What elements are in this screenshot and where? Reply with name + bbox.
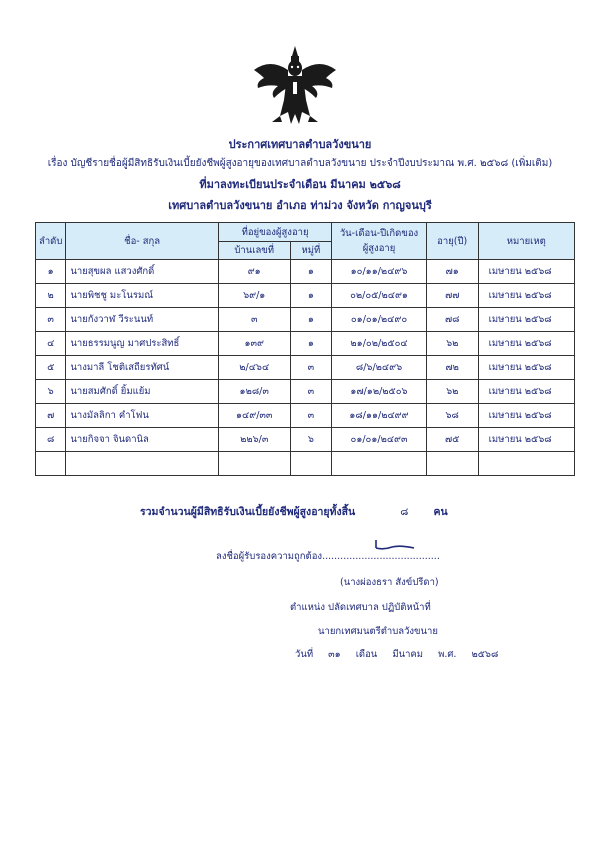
cell-remark: เมษายน ๒๕๖๘ — [478, 284, 574, 308]
beneficiary-table — [35, 222, 575, 476]
cell-moo: ๑ — [290, 308, 332, 332]
cell-remark: เมษายน ๒๕๖๘ — [478, 404, 574, 428]
cell-house-no — [218, 452, 290, 476]
date-day-label: วันที่ — [295, 649, 314, 660]
table-row — [36, 428, 575, 452]
cell-age — [426, 452, 478, 476]
cell-dob: ๑๗/๑๒/๒๕๐๖ — [332, 380, 427, 404]
cell-seq — [36, 452, 66, 476]
date-month-label: เดือน — [355, 649, 378, 660]
total-label: รวมจำนวนผู้มีสิทธิรับเงินเบี้ยยังชีพผู้สูงอายุทั้งสิ้น — [140, 506, 356, 518]
table-row — [36, 260, 575, 284]
date-year: ๒๕๖๘ — [471, 649, 499, 660]
cell-moo — [290, 452, 332, 476]
announcement-title: ประกาศเทศบาลตำบลวังขนาย — [228, 138, 372, 151]
cell-age: ๗๑ — [426, 260, 478, 284]
cell-dob: ๐๑/๐๑/๒๔๙๐ — [332, 308, 427, 332]
total-unit: คน — [433, 506, 448, 518]
table-row — [36, 404, 575, 428]
cell-name: นายสุขผล แสวงศักดิ์ — [66, 260, 219, 284]
header-dob-line2: ผู้สูงอายุ — [362, 243, 396, 254]
signer-position: ตำแหน่ง ปลัดเทศบาล ปฏิบัติหน้าที่ — [290, 602, 431, 613]
header-dob-line1: วัน-เดือน-ปีเกิดของ — [339, 228, 419, 239]
cell-dob: ๑๐/๑๑/๒๔๙๖ — [332, 260, 427, 284]
cell-age: ๖๒ — [426, 332, 478, 356]
cell-seq: ๗ — [36, 404, 66, 428]
cell-age: ๗๒ — [426, 356, 478, 380]
date-month: มีนาคม — [392, 649, 424, 660]
cell-name: นางมาลี โชติเสถียรทัศน์ — [66, 356, 219, 380]
table-row — [36, 356, 575, 380]
header-remark: หมายเหตุ — [478, 223, 574, 260]
header-age: อายุ(ปี) — [426, 223, 478, 260]
cell-age: ๖๘ — [426, 404, 478, 428]
cell-remark: เมษายน ๒๕๖๘ — [478, 380, 574, 404]
cell-moo: ๑ — [290, 284, 332, 308]
cell-dob — [332, 452, 427, 476]
cell-house-no: ๑๒๘/๓ — [218, 380, 290, 404]
cell-seq: ๒ — [36, 284, 66, 308]
cell-dob: ๑๘/๑๑/๒๔๙๙ — [332, 404, 427, 428]
certify-line: ลงชื่อผู้รับรองความถูกต้อง....................................... — [216, 551, 440, 562]
cell-house-no: ๖๙/๑ — [218, 284, 290, 308]
cell-seq: ๑ — [36, 260, 66, 284]
cell-seq: ๔ — [36, 332, 66, 356]
total-summary — [140, 503, 448, 520]
cell-house-no: ๒๒๖/๓ — [218, 428, 290, 452]
cell-remark: เมษายน ๒๕๖๘ — [478, 308, 574, 332]
header-seq: ลำดับ — [36, 223, 66, 260]
cell-house-no: ๙๑ — [218, 260, 290, 284]
header-house-no: บ้านเลขที่ — [218, 242, 290, 260]
cell-age: ๗๕ — [426, 428, 478, 452]
cell-seq: ๕ — [36, 356, 66, 380]
cell-moo: ๓ — [290, 404, 332, 428]
cell-dob: ๘/๖/๒๔๙๖ — [332, 356, 427, 380]
cell-remark: เมษายน ๒๕๖๘ — [478, 260, 574, 284]
table-row — [36, 452, 575, 476]
signer-name: (นางผ่องธรา สังข์ปรีดา) — [340, 577, 439, 588]
cell-remark — [478, 452, 574, 476]
cell-house-no: ๒/๔๖๔ — [218, 356, 290, 380]
cell-age: ๗๘ — [426, 308, 478, 332]
header-address: ที่อยู่ของผู้สูงอายุ — [218, 223, 331, 242]
cell-name: นายสมศักดิ์ ยิ้มแย้ม — [66, 380, 219, 404]
cell-moo: ๑ — [290, 260, 332, 284]
handwritten-signature — [370, 538, 420, 560]
signature-date — [295, 647, 510, 662]
cell-moo: ๓ — [290, 356, 332, 380]
cell-age: ๖๒ — [426, 380, 478, 404]
cell-house-no: ๑๓๙ — [218, 332, 290, 356]
total-count: ๘ — [400, 506, 409, 518]
cell-age: ๗๗ — [426, 284, 478, 308]
cell-name: นายธรรมนูญ มาศประสิทธิ์ — [66, 332, 219, 356]
municipality-location: เทศบาลตำบลวังขนาย อำเภอ ท่าม่วง จังหวัด กาญจนบุรี — [168, 199, 432, 212]
cell-dob: ๐๑/๐๑/๒๔๙๓ — [332, 428, 427, 452]
signer-position-2: นายกเทศมนตรีตำบลวังขนาย — [318, 626, 438, 637]
cell-moo: ๓ — [290, 380, 332, 404]
table-row — [36, 380, 575, 404]
cell-name: นายพิชชู มะโนรมณ์ — [66, 284, 219, 308]
cell-dob: ๐๒/๐๕/๒๔๙๑ — [332, 284, 427, 308]
garuda-emblem — [250, 40, 340, 130]
cell-remark: เมษายน ๒๕๖๘ — [478, 332, 574, 356]
cell-name — [66, 452, 219, 476]
header-dob — [332, 223, 427, 260]
header-name: ชื่อ- สกุล — [66, 223, 219, 260]
cell-moo: ๑ — [290, 332, 332, 356]
table-row — [36, 332, 575, 356]
cell-seq: ๖ — [36, 380, 66, 404]
table-row — [36, 308, 575, 332]
date-year-label: พ.ศ. — [438, 649, 457, 660]
cell-dob: ๒๑/๐๒/๒๕๐๔ — [332, 332, 427, 356]
cell-seq: ๘ — [36, 428, 66, 452]
table-row — [36, 284, 575, 308]
cell-moo: ๖ — [290, 428, 332, 452]
cell-house-no: ๑๔๙/๓๓ — [218, 404, 290, 428]
date-day: ๓๑ — [328, 649, 341, 660]
cell-remark: เมษายน ๒๕๖๘ — [478, 356, 574, 380]
cell-name: นางมัลลิกา คำโฟน — [66, 404, 219, 428]
header-moo: หมู่ที่ — [290, 242, 332, 260]
cell-seq: ๓ — [36, 308, 66, 332]
cell-remark: เมษายน ๒๕๖๘ — [478, 428, 574, 452]
cell-name: นายกิจจา จินดานิล — [66, 428, 219, 452]
cell-house-no: ๓ — [218, 308, 290, 332]
cell-name: นายกังวาฬ วีระนนท์ — [66, 308, 219, 332]
registration-month: ที่มาลงทะเบียนประจำเดือน มีนาคม ๒๕๖๘ — [199, 178, 401, 191]
announcement-subject: เรื่อง บัญชีรายชื่อผู้มีสิทธิรับเงินเบี้ยยังชีพผู้สูงอายุของเทศบาลตำบลวังขนาย ประจำปีงบประมาณ พ.ศ. ๒๕๖๘ (เพิ่มเติม) — [47, 158, 553, 169]
